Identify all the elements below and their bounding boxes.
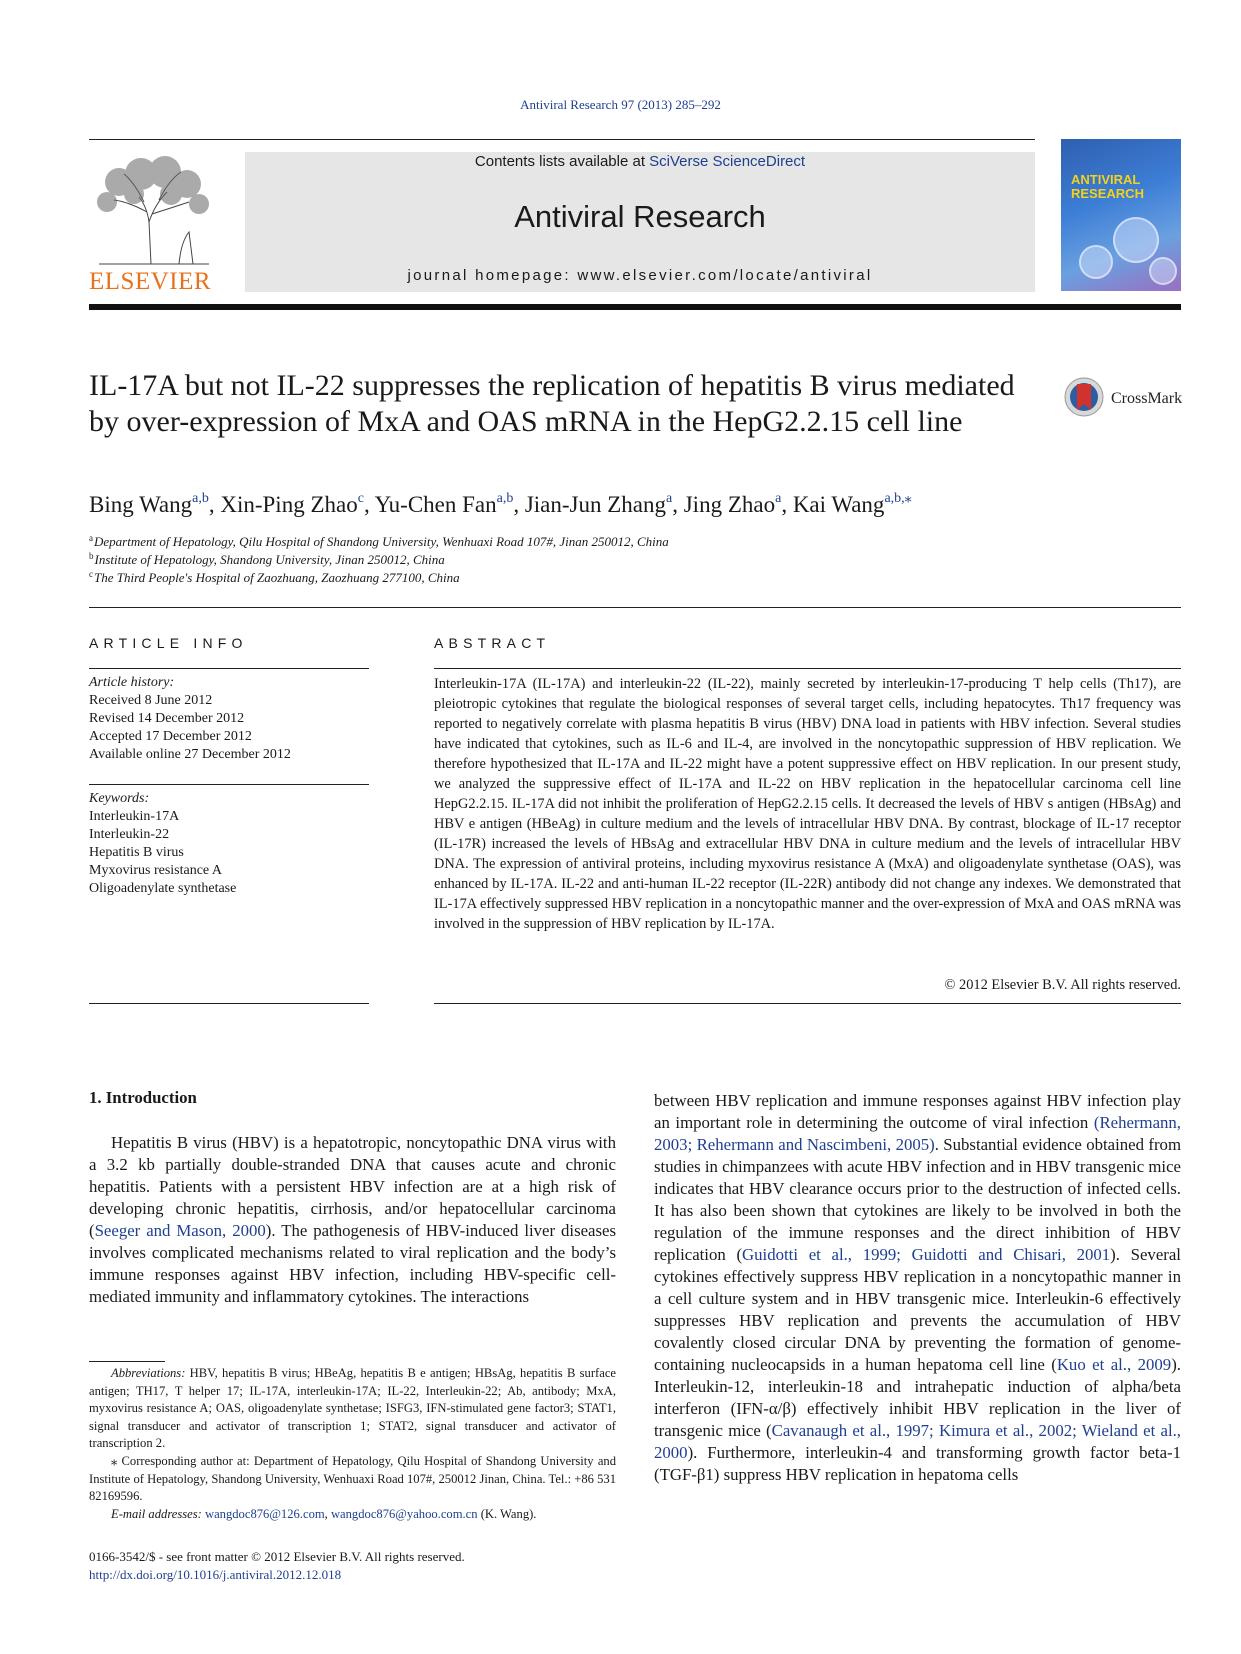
- author[interactable]: [375, 492, 514, 517]
- intro-left-column: [89, 1087, 616, 1308]
- citation-link[interactable]: Guidotti et al., 1999; Guidotti and Chisari, 2001: [742, 1245, 1111, 1264]
- history-entry: Available online 27 December 2012: [89, 747, 291, 762]
- cover-virus-graphic: [1149, 257, 1177, 285]
- affiliation-marker: b: [89, 551, 94, 561]
- author-separator: ,: [781, 492, 793, 517]
- email-link[interactable]: wangdoc876@yahoo.com.cn: [330, 1506, 478, 1521]
- header-rule: [89, 139, 1035, 140]
- crossmark-label: CrossMark: [1111, 390, 1183, 407]
- keyword: Hepatitis B virus: [89, 845, 184, 860]
- author-affil-sup[interactable]: a,b: [496, 491, 514, 506]
- author-separator: ,: [672, 492, 684, 517]
- affiliation: [89, 551, 989, 569]
- abstract-copyright: © 2012 Elsevier B.V. All rights reserved.: [944, 977, 1181, 993]
- article-info-heading: ARTICLE INFO: [89, 635, 248, 651]
- keyword: Oligoadenylate synthetase: [89, 881, 237, 896]
- author[interactable]: [220, 492, 364, 517]
- cover-virus-graphic: [1079, 245, 1113, 279]
- body-text: . Substantial evidence obtained from studies in chimpanzees with acute HBV infection and in HBV transgenic mice indicates that HBV clearance occurs prior to the destruction of infected cells. It has also been shown that cytokines are likely to be involved in both the regulation of the immune responses and the direct inhibition of HBV replication (: [654, 1135, 1181, 1264]
- affiliation-text: Department of Hepatology, Qilu Hospital of Shandong University, Wenhuaxi Road 107#, Jinan 250012, China: [94, 534, 669, 549]
- crossmark-icon: [1063, 376, 1105, 418]
- cover-title-line2: RESEARCH: [1071, 186, 1144, 201]
- elsevier-logo[interactable]: [89, 152, 219, 296]
- crossmark-badge[interactable]: [1063, 376, 1183, 420]
- author[interactable]: [525, 492, 672, 517]
- cover-title-line1: ANTIVIRAL: [1071, 172, 1141, 187]
- body-text: ). Furthermore, interleukin-4 and transforming growth factor beta-1 (TGF-β1) suppress HBV replication in hepatoma cells: [654, 1443, 1181, 1484]
- affiliation: [89, 533, 989, 551]
- footnote-rule: [89, 1361, 165, 1362]
- author-name: Jing Zhao: [683, 492, 776, 517]
- citation-link[interactable]: Cavanaugh et al., 1997; Kimura et al., 2002; Wieland et al., 2000: [654, 1421, 1181, 1462]
- intro-heading: 1. Introduction: [89, 1088, 197, 1107]
- author-name: Kai Wang: [792, 492, 885, 517]
- author-affil-sup[interactable]: a: [666, 491, 673, 506]
- abstract-heading: ABSTRACT: [434, 635, 551, 651]
- intro-right-column: [654, 1090, 1181, 1486]
- section-rule: [89, 607, 1181, 608]
- keywords-label: Keywords:: [89, 791, 150, 806]
- email-footnote: [89, 1506, 616, 1524]
- affiliation: [89, 569, 989, 587]
- keyword: Interleukin-17A: [89, 809, 180, 824]
- affiliation-text: Institute of Hepatology, Shandong University, Jinan 250012, China: [94, 552, 445, 567]
- keyword: Interleukin-22: [89, 827, 170, 842]
- article-title: IL-17A but not IL-22 suppresses the replication of hepatitis B virus mediated by over-expression of MxA and OAS mRNA in the HepG2.2.15 cell line: [89, 369, 1015, 438]
- email-suffix: (K. Wang).: [477, 1506, 537, 1521]
- keyword: Myxovirus resistance A: [89, 863, 222, 878]
- header-thick-rule: [89, 304, 1181, 310]
- elsevier-tree-icon: [89, 152, 219, 268]
- corresponding-author-footnote: ⁎ Corresponding author at: Department of Hepatology, Qilu Hospital of Shandong University and Institute of Hepatology, Shandong University, Wenhuaxi Road 107#, 250012 Jinan, China. Tel.: +86 531 82169596.: [89, 1453, 616, 1504]
- page-bottom: [89, 1548, 689, 1584]
- history-entry: Accepted 17 December 2012: [89, 729, 252, 744]
- journal-name: Antiviral Research: [514, 199, 766, 234]
- author-separator: ,: [208, 492, 221, 517]
- contents-prefix: Contents lists available at: [474, 153, 650, 170]
- abbreviations-text: HBV, hepatitis B virus; HBeAg, hepatitis B e antigen; HBsAg, hepatitis B surface antigen; TH17, T helper 17; IL-17A, interleukin-17A; IL-22, Interleukin-22; Ab, antibody; MxA, myxovirus resistance A; OAS, oligoadenylate synthetase; ISFG3, IFN-stimulated gene factor3; STAT1, signal transducer and activator of transcription 1; STAT2, signal transducer and activator of transcription 2.: [89, 1366, 616, 1451]
- abstract-rule: [434, 668, 1181, 669]
- body-text: Hepatitis B virus (HBV) is a hepatotropic, noncytopathic DNA virus with a 3.2 kb partially double-stranded DNA that causes acute and chronic hepatitis. Patients with a persistent HBV infection are at a high risk of developing chronic hepatitis, cirrhosis, and/or hepatocellular carcinoma (: [89, 1133, 616, 1240]
- abstract-text: Interleukin-17A (IL-17A) and interleukin-22 (IL-22), mainly secreted by interleukin-17-producing T help cells (Th17), are pleiotropic cytokines that regulate the biological responses of several target cells, including hepatocytes. Th17 frequency was reported to negatively correlate with plasma hepatitis B virus (HBV) DNA load in patients with HBV infection. Several studies have indicated that cytokines, such as IL-6 and IL-4, are involved in the noncytopathic suppression of HBV replication. We therefore hypothesized that IL-17A and IL-22 might have a potent suppressive effect on HBV replication. In our present study, we analyzed the suppressive effect of IL-17A and IL-22 on HBV replication in the hepatocellular carcinoma cell line HepG2.2.15. IL-17A did not inhibit the proliferation of HepG2.2.15 cells. It decreased the levels of HBV s antigen (HBsAg) and HBV e antigen (HBeAg) in culture medium and the levels of intracellular HBV DNA. By contrast, blockage of IL-17 receptor (IL-17R) increased the levels of HBsAg and extracellular HBV DNA in culture medium and the levels of intracellular HBV DNA. The expression of antiviral proteins, including myxovirus resistance A (MxA) and oligoadenylate synthetase (OAS), was enhanced by IL-17A. IL-22 and anti-human IL-22 receptor (IL-22R) antibody did not change any indexes. We demonstrated that IL-17A effectively suppressed HBV replication in a noncytopathic manner and the over-expression of MxA and OAS mRNA was involved in the suppression of HBV replication by IL-17A.: [434, 676, 1181, 932]
- body-text: ). The pathogenesis of HBV-induced liver diseases involves complicated mechanisms related to viral replication and the body’s immune responses against HBV infection, including HBV-specific cell-mediated immunity and inflammatory cytokines. The interactions: [89, 1221, 617, 1306]
- affiliation-marker: a: [89, 533, 93, 543]
- affiliation-marker: c: [89, 569, 93, 579]
- author-name: Bing Wang: [89, 492, 193, 517]
- author[interactable]: [684, 492, 782, 517]
- citation-link[interactable]: Seeger and Mason, 2000: [94, 1221, 266, 1240]
- email-link[interactable]: wangdoc876@126.com: [204, 1506, 325, 1521]
- author[interactable]: [89, 492, 209, 517]
- email-separator: ,: [324, 1506, 331, 1521]
- sciencedirect-link[interactable]: SciVerse ScienceDirect: [649, 153, 806, 170]
- affiliation-list: [89, 533, 989, 587]
- issn-line: 0166-3542/$ - see front matter © 2012 Elsevier B.V. All rights reserved.: [89, 1549, 465, 1564]
- journal-citation[interactable]: Antiviral Research 97 (2013) 285–292: [520, 97, 721, 112]
- citation-link[interactable]: Kuo et al., 2009: [1056, 1355, 1172, 1374]
- article-info-rule: [89, 1003, 369, 1004]
- history-entry: Received 8 June 2012: [89, 693, 213, 708]
- article-history: [89, 674, 369, 764]
- contents-line: [245, 152, 1035, 172]
- author-affil-sup[interactable]: a,b: [192, 491, 209, 506]
- affiliation-text: The Third People's Hospital of Zaozhuang, Zaozhuang 277100, China: [94, 570, 460, 585]
- author-list: [89, 490, 1089, 520]
- doi-link[interactable]: http://dx.doi.org/10.1016/j.antiviral.2012.12.018: [89, 1567, 342, 1582]
- author-separator: ,: [513, 492, 525, 517]
- abbreviations-label: Abbreviations:: [111, 1366, 186, 1380]
- author-separator: ,: [363, 492, 375, 517]
- history-entry: Revised 14 December 2012: [89, 711, 245, 726]
- citation-link[interactable]: (Rehermann, 2003; Rehermann and Nascimbeni, 2005): [654, 1113, 1181, 1154]
- journal-homepage[interactable]: journal homepage: www.elsevier.com/locate/antiviral: [407, 267, 873, 284]
- author-name: Yu-Chen Fan: [374, 492, 497, 517]
- abbreviations-footnote: [89, 1365, 616, 1453]
- body-text: between HBV replication and immune responses against HBV infection play an important role in determining the outcome of viral infection: [654, 1091, 1181, 1132]
- journal-cover-image[interactable]: [1061, 139, 1181, 291]
- article-history-label: Article history:: [89, 675, 175, 690]
- author-name: Jian-Jun Zhang: [524, 492, 667, 517]
- abstract-rule: [434, 1003, 1181, 1004]
- cover-title: [1071, 173, 1144, 201]
- keywords: [89, 790, 369, 898]
- cover-virus-graphic: [1113, 217, 1159, 263]
- email-label: E-mail addresses:: [111, 1506, 202, 1521]
- intro-paragraph: [89, 1132, 616, 1308]
- author-name: Xin-Ping Zhao: [220, 492, 358, 517]
- intro-paragraph: [654, 1090, 1181, 1486]
- journal-banner: [245, 152, 1035, 292]
- author-affil-sup[interactable]: c: [357, 491, 364, 506]
- author-affil-sup[interactable]: a,b,⁎: [884, 491, 912, 506]
- elsevier-wordmark: ELSEVIER: [89, 268, 212, 295]
- article-info-rule: [89, 668, 369, 669]
- author-affil-sup[interactable]: a: [775, 491, 782, 506]
- body-text: ). Interleukin-12, interleukin-18 and intrahepatic induction of alpha/beta interferon (IFN-α/β) effectively inhibit HBV replication in the liver of transgenic mice (: [654, 1355, 1181, 1440]
- body-text: ). Several cytokines effectively suppress HBV replication in a noncytopathic manner in a cell culture system and in HBV transgenic mice. Interleukin-6 effectively suppresses HBV replication and prevents the accumulation of HBV covalently closed circular DNA by preventing the formation of genome-containing nucleocapsids in a human hepatoma cell line (: [654, 1245, 1181, 1374]
- author[interactable]: [793, 492, 912, 517]
- footnotes: [89, 1365, 616, 1523]
- article-info-rule: [89, 784, 369, 785]
